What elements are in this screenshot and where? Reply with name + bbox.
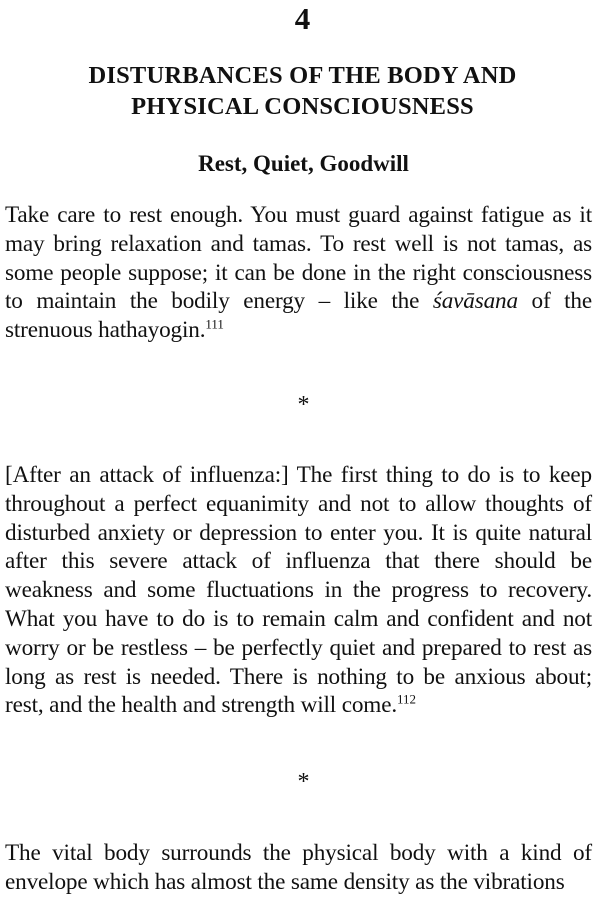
chapter-title-line-2: PHYSICAL CONSCIOUSNESS	[131, 93, 474, 120]
chapter-title	[13, 60, 592, 122]
paragraph-1-text-end: of the strenuous hathayogin.	[5, 288, 592, 344]
paragraph-2	[5, 461, 592, 720]
section-separator-2: *	[297, 769, 310, 796]
footnote-marker-112: 112	[396, 691, 417, 707]
paragraph-2-text: [After an attack of influenza:] The first thing to do is to keep throughout a perfect equanimity and not to allow thoughts of disturbed anxiety or depression to enter you. It is quite natural after this severe attack of influenza that there should be weakness and some fluctuations in the progress to recovery. What you have to do is to remain calm and confident and not worry or be restless – be perfectly quiet and prepared to rest as long as rest is needed. There is nothing to be anxious about; rest, and the health and strength will come.	[5, 461, 592, 719]
chapter-number: 4	[294, 1, 311, 36]
paragraph-3-text: The vital body surrounds the physical body with a kind of envelope which has almost the same density as the vibrations	[5, 840, 592, 895]
section-separator-1: *	[297, 391, 310, 418]
paragraph-1-italic-term: śavāsana	[432, 288, 518, 315]
paragraph-3	[5, 839, 592, 897]
section-title: Rest, Quiet, Goodwill	[198, 151, 409, 176]
paragraph-1-text: Take care to rest enough. You must guard against fatigue as it may bring relaxation and tamas. To rest well is not tamas, as some people suppose; it can be done in the right consciousness to maintain the bodily energy – like the	[5, 202, 592, 315]
paragraph-1	[5, 201, 592, 345]
footnote-marker-111: 111	[205, 316, 224, 332]
chapter-title-line-1: DISTURBANCES OF THE BODY AND	[88, 62, 517, 89]
